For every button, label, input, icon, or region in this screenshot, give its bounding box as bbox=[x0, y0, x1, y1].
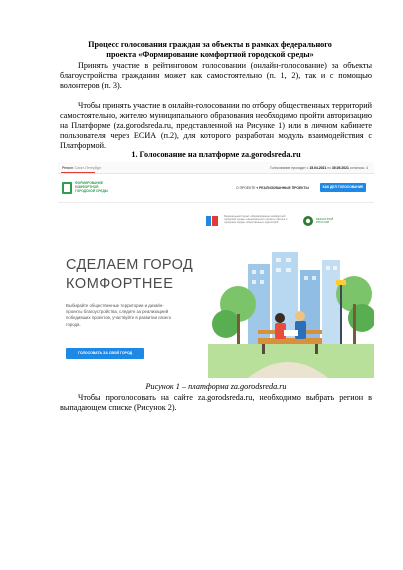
logo-frame-icon bbox=[62, 182, 72, 194]
hero-headline: СДЕЛАЕМ ГОРОД bbox=[66, 257, 193, 273]
partner-description: Федеральный проект «Формирование комфортной городской среды» национального проекта «Жильё и городская среда» общественных территорий bbox=[224, 215, 288, 225]
paragraph-select-region: Чтобы проголосовать на сайте za.gorodsreda.ru, необходимо выбрать регион в выпадающем списке (Рисунок 2). bbox=[60, 393, 372, 412]
national-project-logo-icon bbox=[206, 216, 218, 226]
figure-caption: Рисунок 1 – платформа za.gorodsreda.ru bbox=[145, 382, 287, 391]
site-logo[interactable]: ФОРМИРОВАНИЕ КОМФОРТНОЙ ГОРОДСКОЙ СРЕДЫ bbox=[62, 180, 122, 200]
hero-headline-2: КОМФОРТНЕЕ bbox=[66, 276, 174, 292]
header-divider bbox=[58, 202, 374, 203]
platform-screenshot bbox=[58, 162, 374, 378]
region-underline bbox=[61, 172, 95, 173]
hero-subtitle: Выбирайте общественные территории и дизайн-проекты благоустройства, следите за реализацией победивших проектов, участвуйте в развитии своего города. bbox=[66, 303, 172, 327]
minstroy-label: МИНСТРОЙ РОССИИ bbox=[316, 217, 334, 225]
vote-header-button[interactable]: КАК ДЕЛ ГОЛОСОВАНИЕ bbox=[320, 183, 366, 192]
region-selector[interactable]: Регион: Санкт-Петербург bbox=[62, 166, 102, 170]
document-title: Процесс голосования граждан за объекты в рамках федерального проекта «Формирование комфортной городской среды» bbox=[88, 40, 332, 59]
city-park-illustration bbox=[208, 234, 374, 378]
nav-projects[interactable]: РЕАЛИЗОВАННЫЕ ПРОЕКТЫ bbox=[259, 186, 309, 190]
paragraph-online-voting: Чтобы принять участие в онлайн-голосовании по отбору общественных территорий самостоятельно, жителю муниципального образования необходимо пройти авторизацию на Платформе (za.gorodsreda.ru, представленной на Рисунке 1) или в личном кабинете пользователя через ЕСИА (п.2), для которого разработан модуль взаимодействия с Платформой. bbox=[60, 101, 372, 150]
paragraph-intro: Принять участие в рейтинговом голосовании (онлайн-голосование) за объекты благоустройства гражданин может как самостоятельно (п. 1, 2), так и с помощью волонтеров (п. 3). bbox=[60, 61, 372, 90]
section-heading: 1. Голосование на платформе za.gorodsreda.ru bbox=[131, 150, 301, 159]
top-bar bbox=[58, 162, 374, 174]
nav-about[interactable]: О ПРОЕКТЕ ▾ bbox=[236, 186, 259, 190]
vote-city-button[interactable]: ГОЛОСОВАТЬ ЗА СВОЙ ГОРОД bbox=[66, 348, 144, 359]
voting-dates: Голосование проходит с 15.04.2021 по 30.05.2021 осталось: 4 bbox=[270, 166, 368, 170]
